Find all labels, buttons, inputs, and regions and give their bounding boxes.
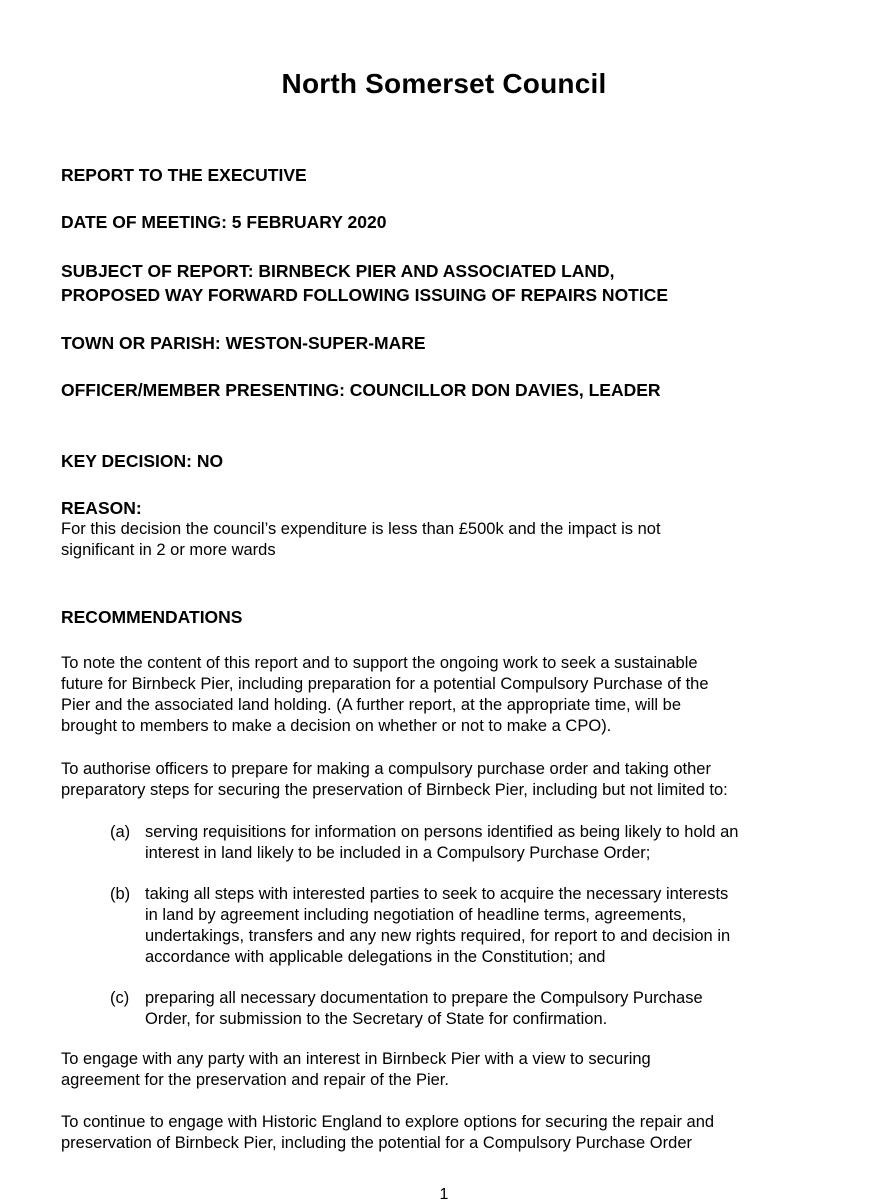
subject-of-report: [61, 259, 668, 307]
para1-line: brought to members to make a decision on whether or not to make a CPO).: [61, 717, 612, 735]
recommendations-heading: RECOMMENDATIONS: [61, 607, 243, 627]
list-item-body: [145, 988, 835, 1030]
report-to-heading: REPORT TO THE EXECUTIVE: [61, 165, 307, 185]
para1-line: future for Birnbeck Pier, including preparation for a potential Compulsory Purchase of the: [61, 675, 709, 693]
para2-line: preparatory steps for securing the preservation of Birnbeck Pier, including but not limited to:: [61, 781, 728, 799]
para4-line: preservation of Birnbeck Pier, including the potential for a Compulsory Purchase Order: [61, 1134, 692, 1152]
reason-heading: REASON:: [61, 498, 142, 518]
list-item-label: (c): [110, 989, 130, 1007]
list-item-body: [145, 884, 835, 968]
document-title: North Somerset Council: [281, 68, 607, 99]
para1-line: To note the content of this report and to support the ongoing work to seek a sustainable: [61, 654, 698, 672]
subject-line-1: SUBJECT OF REPORT: BIRNBECK PIER AND ASSOCIATED LAND,: [61, 261, 615, 281]
para2-line: To authorise officers to prepare for making a compulsory purchase order and taking other: [61, 760, 711, 778]
list-item-line: undertakings, transfers and any new rights required, for report to and decision in: [145, 927, 731, 945]
list-item-line: serving requisitions for information on persons identified as being likely to hold an: [145, 823, 739, 841]
para3-line: agreement for the preservation and repair of the Pier.: [61, 1071, 449, 1089]
list-item-line: interest in land likely to be included in a Compulsory Purchase Order;: [145, 844, 651, 862]
reason-line-2: significant in 2 or more wards: [61, 541, 276, 559]
para4-line: To continue to engage with Historic England to explore options for securing the repair and: [61, 1113, 715, 1131]
town-or-parish: TOWN OR PARISH: WESTON-SUPER-MARE: [61, 333, 426, 353]
date-of-meeting: DATE OF MEETING: 5 FEBRUARY 2020: [61, 212, 387, 232]
para1-line: Pier and the associated land holding. (A further report, at the appropriate time, will be: [61, 696, 682, 714]
reason-line-1: For this decision the council’s expenditure is less than £500k and the impact is not: [61, 520, 661, 538]
reason-text: [61, 519, 841, 561]
list-item-label: (b): [110, 885, 131, 903]
list-item-line: preparing all necessary documentation to prepare the Compulsory Purchase: [145, 989, 703, 1007]
list-item-body: [145, 822, 835, 864]
recommendation-paragraph-2: [61, 759, 841, 801]
list-item-line: taking all steps with interested parties to seek to acquire the necessary interests: [145, 885, 729, 903]
officer-presenting: OFFICER/MEMBER PRESENTING: COUNCILLOR DON DAVIES, LEADER: [61, 380, 661, 400]
recommendation-paragraph-4: [61, 1112, 841, 1154]
recommendation-paragraph-1: [61, 653, 841, 737]
subject-line-2: PROPOSED WAY FORWARD FOLLOWING ISSUING OF REPAIRS NOTICE: [61, 285, 669, 305]
para3-line: To engage with any party with an interest in Birnbeck Pier with a view to securing: [61, 1050, 651, 1068]
page-number: 1: [439, 1186, 449, 1203]
list-item-line: in land by agreement including negotiation of headline terms, agreements,: [145, 906, 687, 924]
list-item-line: Order, for submission to the Secretary of State for confirmation.: [145, 1010, 608, 1028]
list-item-line: accordance with applicable delegations in the Constitution; and: [145, 948, 606, 966]
key-decision: KEY DECISION: NO: [61, 451, 224, 471]
list-item-label: (a): [110, 823, 131, 841]
recommendation-paragraph-3: [61, 1049, 841, 1091]
